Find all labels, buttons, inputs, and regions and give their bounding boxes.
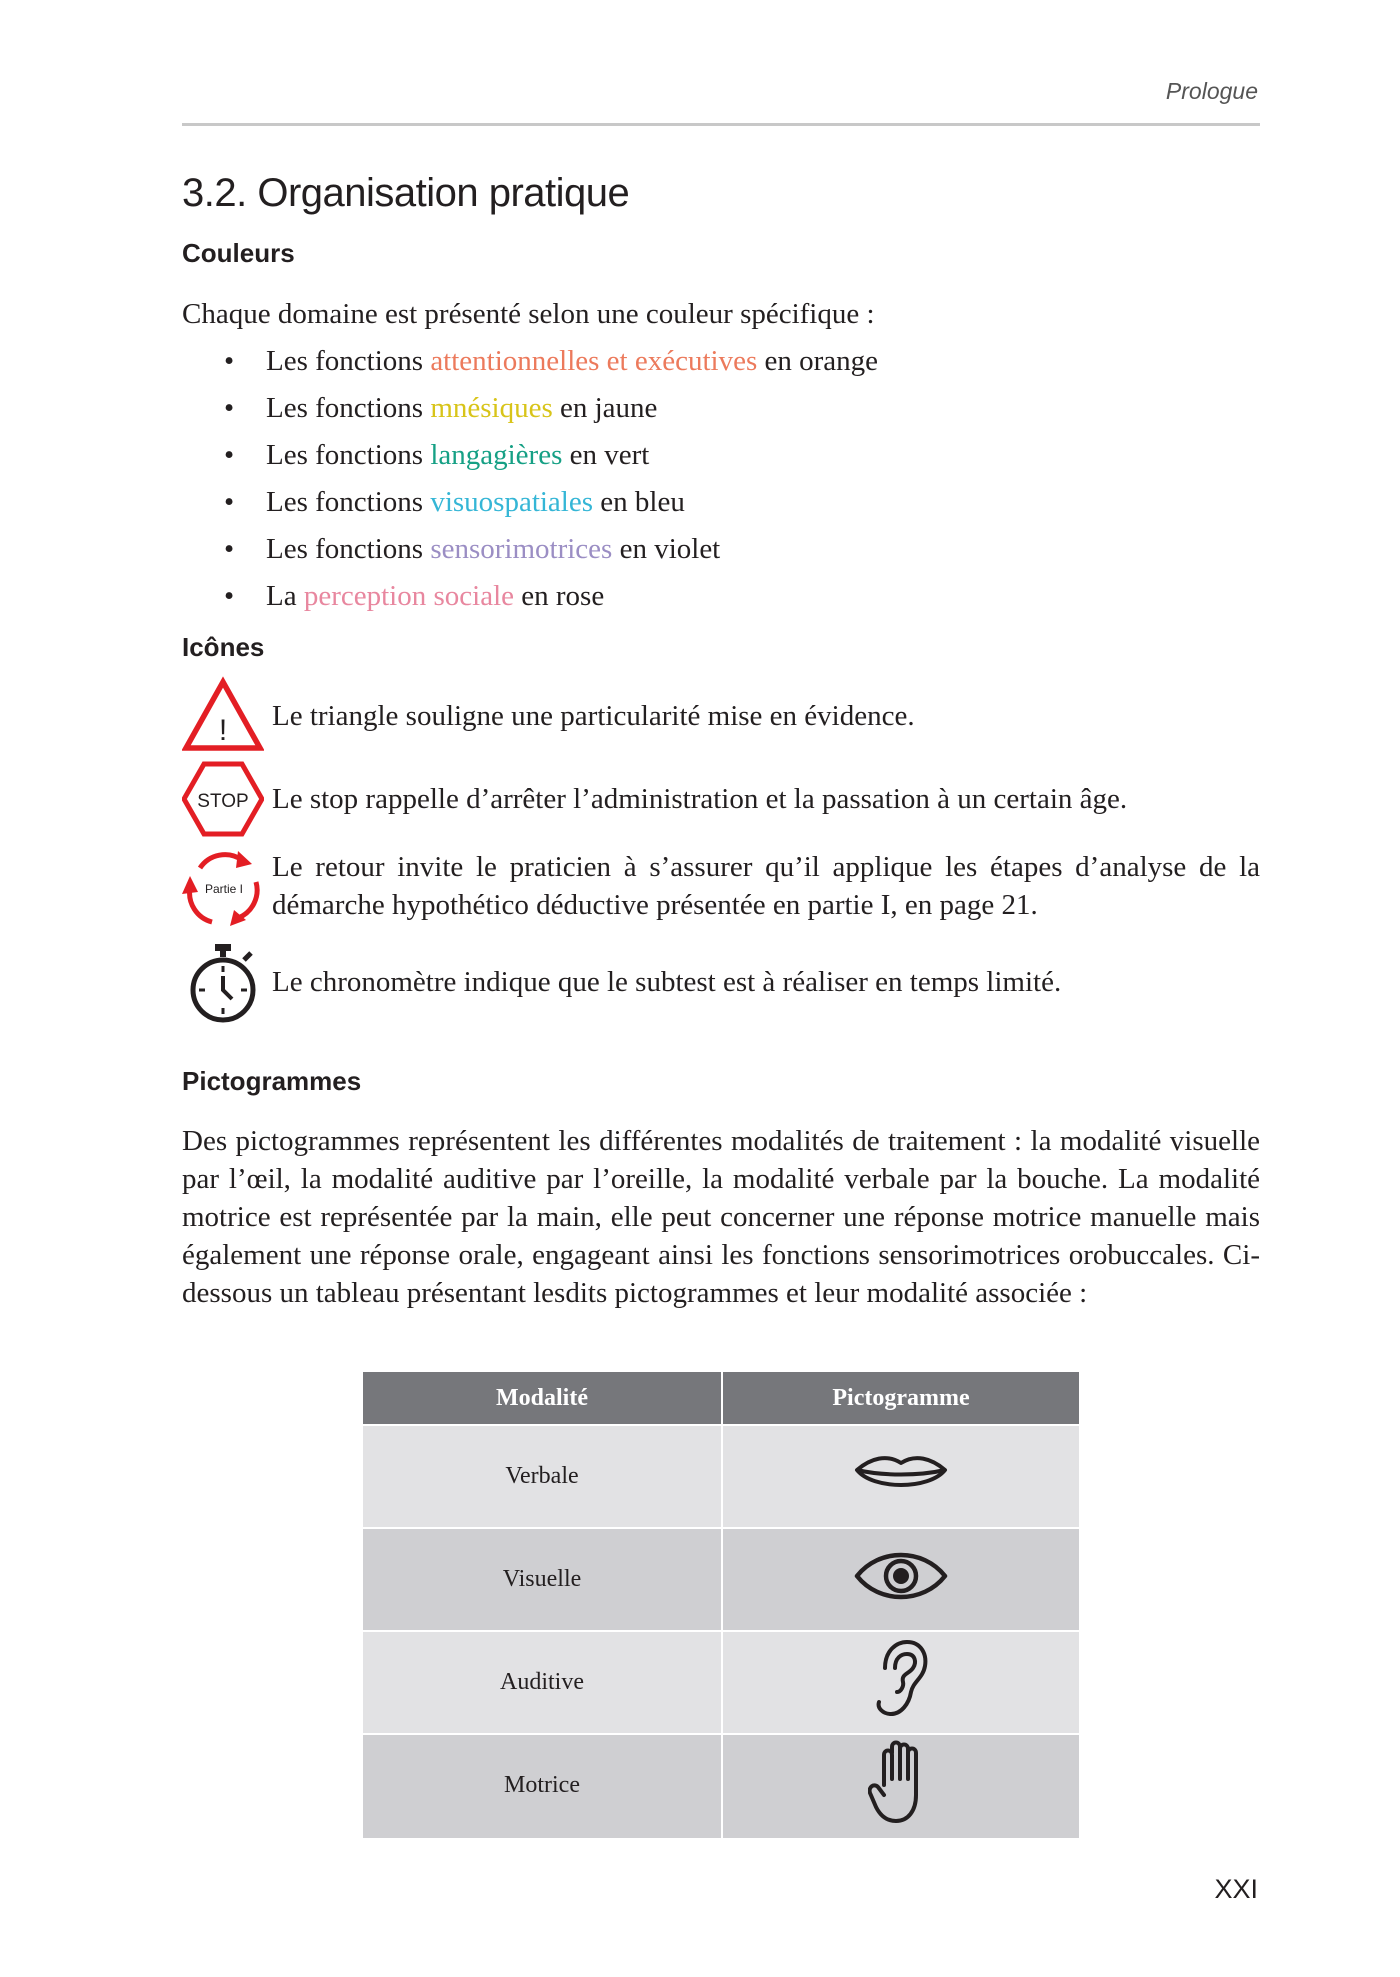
icon-text: Le chronomètre indique que le subtest est à réaliser en temps limité. (272, 966, 1062, 998)
svg-text:!: ! (218, 714, 228, 747)
colors-list (182, 342, 878, 624)
item-suffix: en violet (612, 533, 721, 565)
item-prefix: Les fonctions (266, 345, 431, 377)
item-prefix: Les fonctions (266, 439, 431, 471)
pictogram-cell (722, 1631, 1079, 1734)
list-item (182, 530, 878, 577)
bullet: • (224, 345, 235, 377)
stop-sign-icon (182, 758, 264, 840)
pictogram-cell (722, 1734, 1079, 1837)
table-row (363, 1425, 1079, 1528)
item-prefix: Les fonctions (266, 392, 431, 424)
bullet: • (224, 486, 235, 518)
item-highlight: sensorimotrices (430, 533, 613, 565)
mouth-icon (853, 1448, 949, 1498)
icon-row-stopwatch (182, 942, 1260, 1026)
icon-text: Le retour invite le praticien à s’assurer qu’il applique les étapes d’analyse de la démarche hypothético déductive présentée en partie I, en page 21. (272, 851, 1260, 921)
hand-icon (868, 1739, 934, 1825)
pictogram-cell (722, 1528, 1079, 1631)
modality-cell: Auditive (363, 1631, 722, 1734)
item-prefix: Les fonctions (266, 486, 431, 518)
pictogram-cell (722, 1425, 1079, 1528)
colors-heading: Couleurs (182, 238, 295, 268)
icon-row-triangle (182, 676, 1260, 760)
bullet: • (224, 439, 235, 471)
colors-intro: Chaque domaine est présenté selon une couleur spécifique : (182, 298, 875, 330)
item-highlight: visuospatiales (430, 486, 594, 518)
item-highlight: perception sociale (303, 580, 514, 612)
bullet: • (224, 392, 235, 424)
icon-row-stop (182, 758, 1260, 842)
icons-heading: Icônes (182, 632, 265, 662)
stopwatch-icon (182, 942, 264, 1024)
item-highlight: langagières (430, 439, 563, 471)
pictograms-heading: Pictogrammes (182, 1066, 362, 1096)
bullet: • (224, 580, 235, 612)
modality-cell: Visuelle (363, 1528, 722, 1631)
modality-cell: Verbale (363, 1425, 722, 1528)
table-row (363, 1631, 1079, 1734)
modality-table (363, 1372, 1079, 1838)
warning-triangle-icon (182, 676, 264, 758)
pictograms-paragraph: Des pictogrammes représentent les différentes modalités de traitement : la modalité visuelle par l’œil, la modalité auditive par l’oreille, la modalité verbale par la bouche. La modalité motrice est représentée par la main, elle peut concerner une réponse motrice manuelle mais également une réponse orale, engageant ainsi les fonctions sensorimotrices orobuccales. Ci-dessous un tableau présentant lesdits pictogrammes et leur modalité associée : (182, 1125, 1260, 1309)
return-label: Partie I (204, 882, 244, 896)
item-suffix: en orange (757, 345, 879, 377)
stop-label: STOP (197, 791, 249, 812)
column-header: Modalité (363, 1372, 722, 1425)
column-header: Pictogramme (722, 1372, 1079, 1425)
item-highlight: mnésiques (430, 392, 553, 424)
item-suffix: en bleu (593, 486, 685, 518)
list-item (182, 342, 878, 389)
running-head: Prologue (1165, 78, 1258, 104)
item-prefix: Les fonctions (266, 533, 431, 565)
table-row (363, 1528, 1079, 1631)
eye-icon (853, 1548, 949, 1604)
section-title: 3.2. Organisation pratique (182, 171, 630, 215)
item-suffix: en rose (514, 580, 605, 612)
item-prefix: La (266, 580, 304, 612)
list-item (182, 577, 878, 624)
list-item (182, 389, 878, 436)
ear-icon (871, 1638, 931, 1720)
return-cycle-icon (182, 846, 264, 928)
icon-text: Le triangle souligne une particularité mise en évidence. (272, 700, 915, 732)
icon-text: Le stop rappelle d’arrêter l’administration et la passation à un certain âge. (272, 783, 1128, 815)
header-rule (182, 123, 1260, 126)
bullet: • (224, 533, 235, 565)
item-suffix: en vert (562, 439, 650, 471)
list-item (182, 483, 878, 530)
table-row (363, 1734, 1079, 1837)
modality-cell: Motrice (363, 1734, 722, 1837)
list-item (182, 436, 878, 483)
page-number: XXI (1214, 1874, 1258, 1904)
icon-row-return (182, 846, 1260, 930)
item-highlight: attentionnelles et exécutives (430, 345, 758, 377)
item-suffix: en jaune (552, 392, 658, 424)
